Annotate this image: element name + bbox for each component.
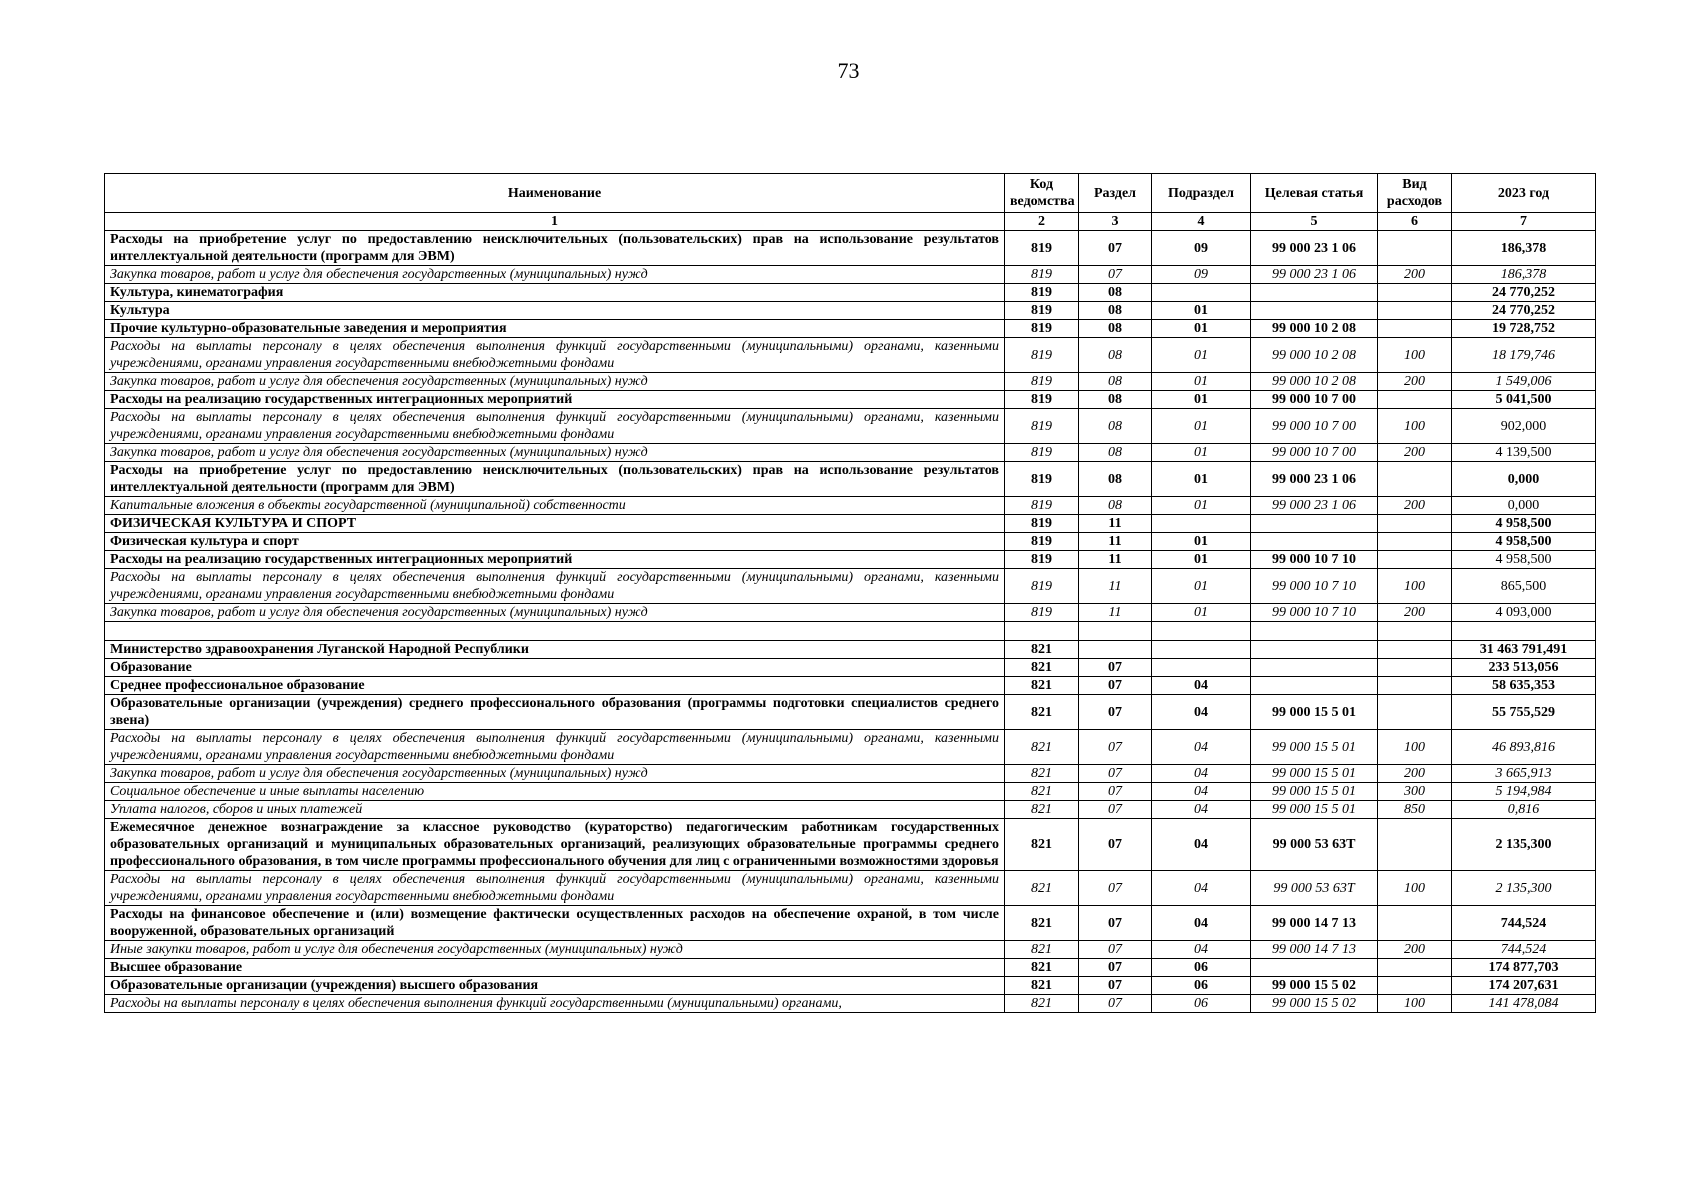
cell-article: 99 000 23 1 06 (1251, 497, 1378, 515)
cell-name: Расходы на выплаты персоналу в целях обеспечения выполнения функций государственными (муниципальными) органами, казенными учреждениями, органами управления государственными внебюджетными фондами (105, 338, 1005, 373)
table-row (105, 977, 1596, 995)
cell-section: 07 (1079, 959, 1152, 977)
cell-code: 821 (1005, 995, 1079, 1013)
cell-kind: 200 (1378, 266, 1452, 284)
cell-subsection: 01 (1152, 391, 1251, 409)
cell-subsection: 04 (1152, 677, 1251, 695)
cell-kind (1378, 231, 1452, 266)
cell-section: 08 (1079, 391, 1152, 409)
column-number: 7 (1452, 213, 1596, 231)
cell-kind (1378, 677, 1452, 695)
cell-name: Ежемесячное денежное вознаграждение за классное руководство (кураторство) педагогическим работникам государственных образовательных организаций и муниципальных образовательных организаций, реализующих образовательные программы среднего профессионального образования, в том числе программы профессионального обучения для лиц с ограниченными возможностями здоровья (105, 819, 1005, 871)
cell-code (1005, 622, 1079, 641)
cell-name: Расходы на выплаты персоналу в целях обеспечения выполнения функций государственными (муниципальными) органами, казенными учреждениями, органами управления государственными внебюджетными фондами (105, 871, 1005, 906)
cell-kind: 100 (1378, 730, 1452, 765)
cell-kind (1378, 977, 1452, 995)
cell-kind (1378, 391, 1452, 409)
cell-kind: 200 (1378, 765, 1452, 783)
cell-code: 819 (1005, 231, 1079, 266)
cell-code: 819 (1005, 266, 1079, 284)
cell-name: Закупка товаров, работ и услуг для обеспечения государственных (муниципальных) нужд (105, 444, 1005, 462)
cell-kind: 100 (1378, 995, 1452, 1013)
cell-section: 11 (1079, 569, 1152, 604)
cell-section: 07 (1079, 906, 1152, 941)
column-number: 2 (1005, 213, 1079, 231)
cell-article: 99 000 23 1 06 (1251, 231, 1378, 266)
cell-section: 07 (1079, 659, 1152, 677)
cell-amount: 1 549,006 (1452, 373, 1596, 391)
cell-amount: 31 463 791,491 (1452, 641, 1596, 659)
cell-code: 821 (1005, 641, 1079, 659)
cell-code: 821 (1005, 765, 1079, 783)
cell-subsection: 01 (1152, 533, 1251, 551)
cell-amount: 186,378 (1452, 266, 1596, 284)
cell-kind: 100 (1378, 871, 1452, 906)
cell-section: 11 (1079, 551, 1152, 569)
cell-amount: 744,524 (1452, 941, 1596, 959)
cell-kind: 300 (1378, 783, 1452, 801)
cell-amount: 4 093,000 (1452, 604, 1596, 622)
cell-section: 07 (1079, 995, 1152, 1013)
cell-code: 819 (1005, 497, 1079, 515)
cell-kind: 200 (1378, 941, 1452, 959)
cell-name: Образовательные организации (учреждения) среднего профессионального образования (программы подготовки специалистов среднего звена) (105, 695, 1005, 730)
table-row (105, 995, 1596, 1013)
cell-article (1251, 641, 1378, 659)
cell-amount: 46 893,816 (1452, 730, 1596, 765)
cell-kind (1378, 302, 1452, 320)
cell-amount: 5 041,500 (1452, 391, 1596, 409)
cell-subsection: 06 (1152, 977, 1251, 995)
cell-subsection (1152, 659, 1251, 677)
cell-subsection (1152, 641, 1251, 659)
table-row (105, 444, 1596, 462)
cell-code: 819 (1005, 533, 1079, 551)
cell-name: Министерство здравоохранения Луганской Народной Республики (105, 641, 1005, 659)
cell-subsection: 04 (1152, 765, 1251, 783)
cell-article: 99 000 10 7 00 (1251, 391, 1378, 409)
cell-subsection: 04 (1152, 906, 1251, 941)
cell-section: 07 (1079, 941, 1152, 959)
table-body (105, 231, 1596, 1013)
table-row (105, 906, 1596, 941)
cell-article: 99 000 10 2 08 (1251, 320, 1378, 338)
cell-amount: 4 958,500 (1452, 551, 1596, 569)
table-row (105, 783, 1596, 801)
cell-article: 99 000 10 2 08 (1251, 338, 1378, 373)
cell-name: Физическая культура и спорт (105, 533, 1005, 551)
cell-name: Расходы на выплаты персоналу в целях обеспечения выполнения функций государственными (муниципальными) органами, казенными учреждениями, органами управления государственными внебюджетными фондами (105, 569, 1005, 604)
cell-amount: 4 139,500 (1452, 444, 1596, 462)
table-row (105, 391, 1596, 409)
cell-subsection: 06 (1152, 959, 1251, 977)
cell-name: Прочие культурно-образовательные заведения и мероприятия (105, 320, 1005, 338)
cell-subsection: 06 (1152, 995, 1251, 1013)
cell-subsection: 09 (1152, 231, 1251, 266)
column-number: 5 (1251, 213, 1378, 231)
header-section: Раздел (1079, 174, 1152, 213)
cell-code: 819 (1005, 320, 1079, 338)
cell-code: 821 (1005, 977, 1079, 995)
cell-section: 07 (1079, 871, 1152, 906)
cell-section: 08 (1079, 302, 1152, 320)
cell-article: 99 000 15 5 02 (1251, 995, 1378, 1013)
cell-amount: 24 770,252 (1452, 302, 1596, 320)
cell-amount: 744,524 (1452, 906, 1596, 941)
cell-section: 07 (1079, 730, 1152, 765)
cell-article: 99 000 10 7 10 (1251, 551, 1378, 569)
cell-article (1251, 659, 1378, 677)
cell-section: 07 (1079, 819, 1152, 871)
cell-kind: 100 (1378, 409, 1452, 444)
table-row (105, 569, 1596, 604)
table-row (105, 338, 1596, 373)
cell-section (1079, 641, 1152, 659)
cell-code: 821 (1005, 695, 1079, 730)
cell-amount: 2 135,300 (1452, 871, 1596, 906)
cell-code: 819 (1005, 604, 1079, 622)
table-row (105, 231, 1596, 266)
cell-article: 99 000 15 5 01 (1251, 730, 1378, 765)
cell-amount (1452, 622, 1596, 641)
cell-subsection: 01 (1152, 462, 1251, 497)
table-row (105, 533, 1596, 551)
cell-article: 99 000 23 1 06 (1251, 462, 1378, 497)
cell-code: 819 (1005, 302, 1079, 320)
cell-subsection: 04 (1152, 941, 1251, 959)
cell-subsection: 04 (1152, 819, 1251, 871)
cell-code: 819 (1005, 462, 1079, 497)
cell-kind: 200 (1378, 373, 1452, 391)
cell-name: Среднее профессиональное образование (105, 677, 1005, 695)
header-row (105, 174, 1596, 213)
cell-name: Капитальные вложения в объекты государственной (муниципальной) собственности (105, 497, 1005, 515)
cell-name: Расходы на реализацию государственных интеграционных мероприятий (105, 551, 1005, 569)
cell-amount: 19 728,752 (1452, 320, 1596, 338)
cell-section: 08 (1079, 338, 1152, 373)
cell-code: 821 (1005, 906, 1079, 941)
cell-name: Культура (105, 302, 1005, 320)
cell-kind: 850 (1378, 801, 1452, 819)
cell-article: 99 000 15 5 01 (1251, 783, 1378, 801)
cell-subsection: 04 (1152, 783, 1251, 801)
cell-subsection: 01 (1152, 497, 1251, 515)
cell-article (1251, 959, 1378, 977)
cell-amount: 5 194,984 (1452, 783, 1596, 801)
cell-subsection: 01 (1152, 444, 1251, 462)
cell-name: ФИЗИЧЕСКАЯ КУЛЬТУРА И СПОРТ (105, 515, 1005, 533)
cell-kind: 200 (1378, 444, 1452, 462)
cell-name: Иные закупки товаров, работ и услуг для обеспечения государственных (муниципальных) нужд (105, 941, 1005, 959)
table-row (105, 284, 1596, 302)
cell-kind (1378, 659, 1452, 677)
cell-section: 08 (1079, 462, 1152, 497)
cell-name: Образовательные организации (учреждения) высшего образования (105, 977, 1005, 995)
cell-amount: 865,500 (1452, 569, 1596, 604)
cell-code: 819 (1005, 551, 1079, 569)
table-row (105, 941, 1596, 959)
cell-amount: 902,000 (1452, 409, 1596, 444)
cell-code: 819 (1005, 444, 1079, 462)
header-name: Наименование (105, 174, 1005, 213)
cell-article: 99 000 10 7 00 (1251, 444, 1378, 462)
cell-code: 821 (1005, 783, 1079, 801)
cell-code: 821 (1005, 819, 1079, 871)
table-row (105, 659, 1596, 677)
column-number: 1 (105, 213, 1005, 231)
cell-subsection: 01 (1152, 373, 1251, 391)
cell-section: 07 (1079, 783, 1152, 801)
cell-subsection (1152, 284, 1251, 302)
cell-section (1079, 622, 1152, 641)
header-subsection: Подраздел (1152, 174, 1251, 213)
cell-name: Высшее образование (105, 959, 1005, 977)
cell-name: Расходы на выплаты персоналу в целях обеспечения выполнения функций государственными (муниципальными) органами, (105, 995, 1005, 1013)
table-row (105, 497, 1596, 515)
cell-article: 99 000 10 7 10 (1251, 569, 1378, 604)
cell-code: 819 (1005, 284, 1079, 302)
table-row (105, 515, 1596, 533)
cell-subsection: 04 (1152, 695, 1251, 730)
cell-amount: 233 513,056 (1452, 659, 1596, 677)
cell-name: Закупка товаров, работ и услуг для обеспечения государственных (муниципальных) нужд (105, 373, 1005, 391)
cell-section: 08 (1079, 373, 1152, 391)
cell-amount: 2 135,300 (1452, 819, 1596, 871)
cell-article: 99 000 23 1 06 (1251, 266, 1378, 284)
cell-subsection: 01 (1152, 551, 1251, 569)
cell-article (1251, 284, 1378, 302)
cell-kind (1378, 533, 1452, 551)
cell-kind (1378, 284, 1452, 302)
table-row (105, 730, 1596, 765)
cell-code: 821 (1005, 959, 1079, 977)
cell-amount: 18 179,746 (1452, 338, 1596, 373)
cell-article: 99 000 10 2 08 (1251, 373, 1378, 391)
cell-article: 99 000 10 7 10 (1251, 604, 1378, 622)
cell-code: 819 (1005, 338, 1079, 373)
cell-section: 08 (1079, 497, 1152, 515)
cell-kind: 100 (1378, 338, 1452, 373)
cell-section: 11 (1079, 515, 1152, 533)
cell-section: 07 (1079, 801, 1152, 819)
cell-section: 07 (1079, 977, 1152, 995)
cell-amount: 141 478,084 (1452, 995, 1596, 1013)
cell-amount: 55 755,529 (1452, 695, 1596, 730)
table-row (105, 695, 1596, 730)
cell-amount: 4 958,500 (1452, 533, 1596, 551)
cell-name (105, 622, 1005, 641)
cell-article (1251, 677, 1378, 695)
table-row (105, 373, 1596, 391)
table-row (105, 409, 1596, 444)
cell-amount: 174 877,703 (1452, 959, 1596, 977)
cell-article (1251, 533, 1378, 551)
column-number: 3 (1079, 213, 1152, 231)
cell-name: Расходы на выплаты персоналу в целях обеспечения выполнения функций государственными (муниципальными) органами, казенными учреждениями, органами управления государственными внебюджетными фондами (105, 409, 1005, 444)
cell-name: Уплата налогов, сборов и иных платежей (105, 801, 1005, 819)
cell-code: 821 (1005, 659, 1079, 677)
cell-name: Расходы на реализацию государственных интеграционных мероприятий (105, 391, 1005, 409)
cell-subsection: 04 (1152, 871, 1251, 906)
cell-subsection: 01 (1152, 409, 1251, 444)
cell-amount: 24 770,252 (1452, 284, 1596, 302)
cell-section: 11 (1079, 533, 1152, 551)
cell-code: 819 (1005, 391, 1079, 409)
cell-section: 07 (1079, 266, 1152, 284)
table-row (105, 765, 1596, 783)
table-row (105, 462, 1596, 497)
cell-kind: 200 (1378, 497, 1452, 515)
cell-kind: 200 (1378, 604, 1452, 622)
table-row (105, 551, 1596, 569)
cell-code: 821 (1005, 730, 1079, 765)
cell-subsection: 01 (1152, 338, 1251, 373)
cell-subsection: 01 (1152, 569, 1251, 604)
cell-kind (1378, 515, 1452, 533)
cell-code: 819 (1005, 569, 1079, 604)
cell-kind (1378, 641, 1452, 659)
cell-kind (1378, 551, 1452, 569)
cell-name: Закупка товаров, работ и услуг для обеспечения государственных (муниципальных) нужд (105, 604, 1005, 622)
cell-name: Расходы на приобретение услуг по предоставлению неисключительных (пользовательских) прав на использование результатов интеллектуальной деятельности (программ для ЭВМ) (105, 231, 1005, 266)
cell-section: 08 (1079, 320, 1152, 338)
cell-section: 08 (1079, 444, 1152, 462)
cell-kind (1378, 622, 1452, 641)
cell-amount: 0,000 (1452, 462, 1596, 497)
cell-subsection: 01 (1152, 320, 1251, 338)
cell-article: 99 000 14 7 13 (1251, 941, 1378, 959)
cell-kind (1378, 906, 1452, 941)
cell-kind (1378, 695, 1452, 730)
cell-article: 99 000 53 63Т (1251, 871, 1378, 906)
cell-section: 08 (1079, 284, 1152, 302)
table-row (105, 801, 1596, 819)
table-row (105, 302, 1596, 320)
cell-kind: 100 (1378, 569, 1452, 604)
table-row (105, 641, 1596, 659)
column-number: 4 (1152, 213, 1251, 231)
cell-article (1251, 302, 1378, 320)
cell-article: 99 000 15 5 02 (1251, 977, 1378, 995)
header-article: Целевая статья (1251, 174, 1378, 213)
cell-name: Закупка товаров, работ и услуг для обеспечения государственных (муниципальных) нужд (105, 765, 1005, 783)
header-code: Код ведомства (1005, 174, 1079, 213)
cell-section: 08 (1079, 409, 1152, 444)
cell-subsection: 01 (1152, 302, 1251, 320)
cell-section: 07 (1079, 677, 1152, 695)
cell-code: 821 (1005, 941, 1079, 959)
column-number: 6 (1378, 213, 1452, 231)
cell-name: Образование (105, 659, 1005, 677)
cell-name: Расходы на выплаты персоналу в целях обеспечения выполнения функций государственными (муниципальными) органами, казенными учреждениями, органами управления государственными внебюджетными фондами (105, 730, 1005, 765)
cell-kind (1378, 819, 1452, 871)
cell-amount: 0,000 (1452, 497, 1596, 515)
cell-kind (1378, 959, 1452, 977)
cell-article: 99 000 14 7 13 (1251, 906, 1378, 941)
cell-code: 821 (1005, 677, 1079, 695)
cell-amount: 0,816 (1452, 801, 1596, 819)
cell-amount: 3 665,913 (1452, 765, 1596, 783)
cell-section: 07 (1079, 231, 1152, 266)
cell-section: 07 (1079, 765, 1152, 783)
cell-amount: 4 958,500 (1452, 515, 1596, 533)
cell-subsection: 04 (1152, 801, 1251, 819)
cell-name: Расходы на финансовое обеспечение и (или) возмещение фактически осуществленных расходов на обеспечение охраной, в том числе вооруженной, образовательных организаций (105, 906, 1005, 941)
cell-subsection: 01 (1152, 604, 1251, 622)
table-row (105, 622, 1596, 641)
cell-code: 819 (1005, 409, 1079, 444)
column-number-row (105, 213, 1596, 231)
cell-section: 07 (1079, 695, 1152, 730)
cell-name: Социальное обеспечение и иные выплаты населению (105, 783, 1005, 801)
cell-article: 99 000 15 5 01 (1251, 765, 1378, 783)
cell-name: Расходы на приобретение услуг по предоставлению неисключительных (пользовательских) прав на использование результатов интеллектуальной деятельности (программ для ЭВМ) (105, 462, 1005, 497)
table-row (105, 819, 1596, 871)
header-kind: Вид расходов (1378, 174, 1452, 213)
cell-article (1251, 515, 1378, 533)
cell-amount: 58 635,353 (1452, 677, 1596, 695)
budget-table (104, 173, 1596, 1013)
table-row (105, 604, 1596, 622)
cell-code: 819 (1005, 515, 1079, 533)
cell-article: 99 000 53 63Т (1251, 819, 1378, 871)
cell-name: Закупка товаров, работ и услуг для обеспечения государственных (муниципальных) нужд (105, 266, 1005, 284)
cell-name: Культура, кинематография (105, 284, 1005, 302)
cell-subsection (1152, 622, 1251, 641)
cell-article (1251, 622, 1378, 641)
cell-code: 821 (1005, 871, 1079, 906)
cell-amount: 186,378 (1452, 231, 1596, 266)
table-row (105, 266, 1596, 284)
table-row (105, 871, 1596, 906)
table-row (105, 959, 1596, 977)
cell-amount: 174 207,631 (1452, 977, 1596, 995)
page-number: 73 (837, 58, 860, 83)
cell-article: 99 000 15 5 01 (1251, 801, 1378, 819)
cell-code: 821 (1005, 801, 1079, 819)
header-amount: 2023 год (1452, 174, 1596, 213)
cell-article: 99 000 10 7 00 (1251, 409, 1378, 444)
table-row (105, 677, 1596, 695)
cell-kind (1378, 462, 1452, 497)
cell-code: 819 (1005, 373, 1079, 391)
table-row (105, 320, 1596, 338)
cell-article: 99 000 15 5 01 (1251, 695, 1378, 730)
cell-kind (1378, 320, 1452, 338)
cell-subsection: 04 (1152, 730, 1251, 765)
cell-section: 11 (1079, 604, 1152, 622)
cell-subsection: 09 (1152, 266, 1251, 284)
cell-subsection (1152, 515, 1251, 533)
